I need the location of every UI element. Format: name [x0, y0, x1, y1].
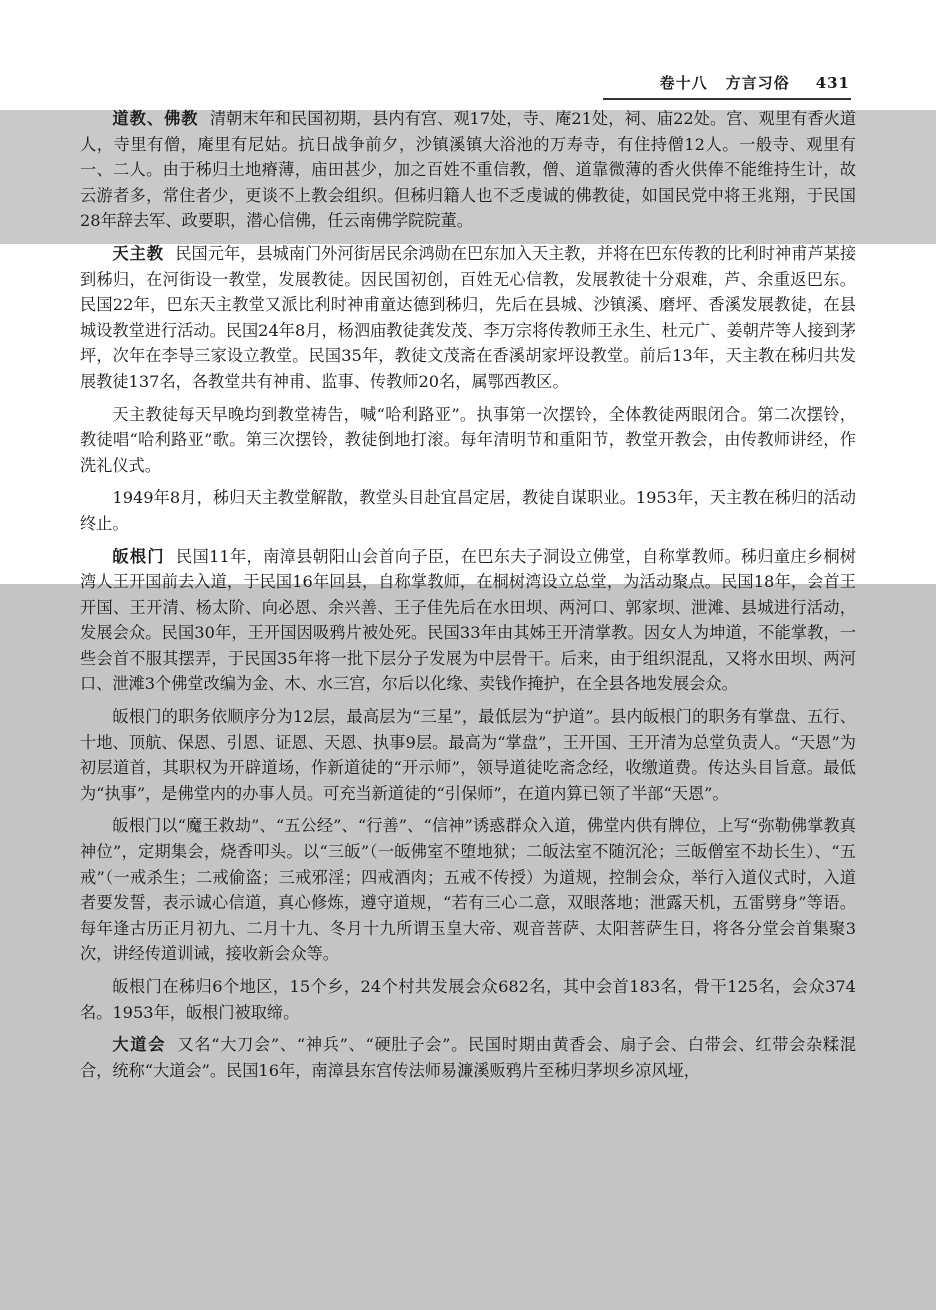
- paragraph-text: 天主教徒每天早晚均到教堂祷告，喊“哈利路亚”。执事第一次摆铃，全体教徒两眼闭合。第二次摆铃，教徒唱“哈利路亚”歌。第三次摆铃，教徒倒地打滚。每年清明节和重阳节，教堂开教会，由传教师讲经，作洗礼仪式。: [80, 404, 856, 475]
- paragraph-text: 1949年8月，秭归天主教堂解散，教堂头目赴宜昌定居，教徒自谋职业。1953年，天主教在秭归的活动终止。: [80, 488, 856, 533]
- paragraph-text: 民国元年，县城南门外河街居民余鸿勋在巴东加入天主教，并将在巴东传教的比利时神甫芦某接到秭归，在河街设一教堂，发展教徒。因民国初创，百姓无心信教，发展教徒十分艰难，芦、余重返巴东。民国22年，巴东天主教堂又派比利时神甫童达德到秭归，先后在县城、沙镇溪、磨坪、香溪发展教徒，在县城设教堂进行活动。民国24年8月，杨泗庙教徒龚发茂、李万宗将传教师王永生、杜元广、姜朝芹等人接到茅坪，次年在李导三家设立教堂。民国35年，教徒文茂斋在香溪胡家坪设教堂。前后13年，天主教在秭归共发展教徒137名，各教堂共有神甫、监事、传教师20名，属鄂西教区。: [80, 243, 857, 391]
- paragraph-dadaohui: [80, 1032, 856, 1083]
- paragraph-catholic-rituals: [80, 402, 856, 479]
- running-header: [660, 72, 850, 93]
- paragraph-catholicism: [80, 241, 856, 395]
- chapter-label: 卷十八: [659, 74, 708, 92]
- paragraph-text: 皈根门在秭归6个地区，15个乡，24个村共发展会众682名，其中会首183名，骨干125名，会众374名。1953年，皈根门被取缔。: [80, 977, 856, 1022]
- paragraph-guigenmen-rules: [80, 813, 856, 967]
- paragraph-text: 皈根门的职务依顺序分为12层，最高层为“三星”，最低层为“护道”。县内皈根门的职务有掌盘、五行、十地、顶航、保恩、引恩、证恩、天恩、执事9层。最高为“掌盘”，王开国、王开清为总堂负责人。“天恩”为初层道首，其职权为开辟道场，作新道徒的“开示师”，领导道徒吃斋念经，收缴道费。传达头目旨意。最低为“执事”，是佛堂内的办事人员。可充当新道徒的“引保师”，在道内算已领了半部“天恩”。: [80, 707, 856, 803]
- paragraph-text: 民国11年，南漳县朝阳山会首向子臣，在巴东夫子洞设立佛堂，自称掌教师。秭归童庄乡桐树湾人王开国前去入道，于民国16年回县，自称掌教师，在桐树湾设立总堂，为活动聚点。民国18年，会首王开国、王开清、杨太阶、向必恩、余兴善、王子佳先后在水田坝、两河口、郭家坝、泄滩、县城进行活动，发展会众。民国30年，王开国因吸鸦片被处死。民国33年由其姊王开清掌教。因女人为坤道，不能掌教，一些会首不服其摆弄，于民国35年将一批下层分子发展为中层骨干。后来，由于组织混乱，又将水田坝、两河口、泄滩3个佛堂改编为金、木、水三宫，尔后以化缘、卖钱作掩护，在全县各地发展会众。: [80, 546, 856, 694]
- paragraph-guigenmen-ranks: [80, 704, 856, 806]
- page-number: 431: [815, 74, 850, 92]
- paragraph-catholic-end: [80, 485, 856, 536]
- header-rule: [603, 98, 851, 100]
- paragraph-taoism-buddhism: [80, 106, 856, 234]
- paragraph-text: 清朝末年和民国初期，县内有宫、观17处，寺、庵21处，祠、庙22处。宫、观里有香火道人，寺里有僧，庵里有尼姑。抗日战争前夕，沙镇溪镇大浴池的万寿寺，有住持僧12人。一般寺、观里有一、二人。由于秭归土地瘠薄，庙田甚少，加之百姓不重信教，僧、道靠微薄的香火供俸不能维持生计，故云游者多，常住者少，更谈不上教会组织。但秭归籍人也不乏虔诚的佛教徒，如国民党中将王兆翔，于民国28年辞去军、政要职，潜心信佛，任云南佛学院院董。: [80, 109, 857, 231]
- paragraph-guigenmen-members: [80, 974, 856, 1025]
- paragraph-guigenmen: [80, 544, 856, 698]
- section-heading-taoism-buddhism: 道教、佛教: [112, 109, 199, 128]
- section-heading-guigenmen: 皈根门: [112, 546, 165, 566]
- page-band-top: [0, 0, 936, 110]
- paragraph-text: 皈根门以“魔王救劫”、“五公经”、“行善”、“信神”诱惑群众入道，佛堂内供有牌位，上写“弥勒佛掌教真神位”，定期集会，烧香叩头。以“三皈”（一皈佛室不堕地狱；二皈法室不随沉沦；三皈僧室不劫长生）、“五戒”（一戒杀生；二戒偷盗；三戒邪淫；四戒酒肉；五戒不传授）为道规，控制会众，举行入道仪式时，入道者要发誓，表示诚心信道，真心修炼，遵守道规，“若有三心二意，双眼落地；泄露天机，五雷劈身”等语。每年逢古历正月初九、二月十九、冬月十九所谓玉皇大帝、观音菩萨、太阳菩萨生日，将各分堂会首集聚3次，讲经传道训诫，接收新会众等。: [80, 816, 856, 964]
- section-heading-dadaohui: 大道会: [112, 1035, 167, 1055]
- section-heading-catholicism: 天主教: [112, 243, 165, 263]
- section-label: 方言习俗: [725, 74, 790, 92]
- paragraph-text: 又名“大刀会”、“神兵”、“硬肚子会”。民国时期由黄香会、扇子会、白带会、红带会杂糅混合，统称“大道会”。民国16年，南漳县东宫传法师易濂溪贩鸦片至秭归茅坝乡凉风垭，: [80, 1035, 857, 1080]
- body-text: [80, 106, 856, 1083]
